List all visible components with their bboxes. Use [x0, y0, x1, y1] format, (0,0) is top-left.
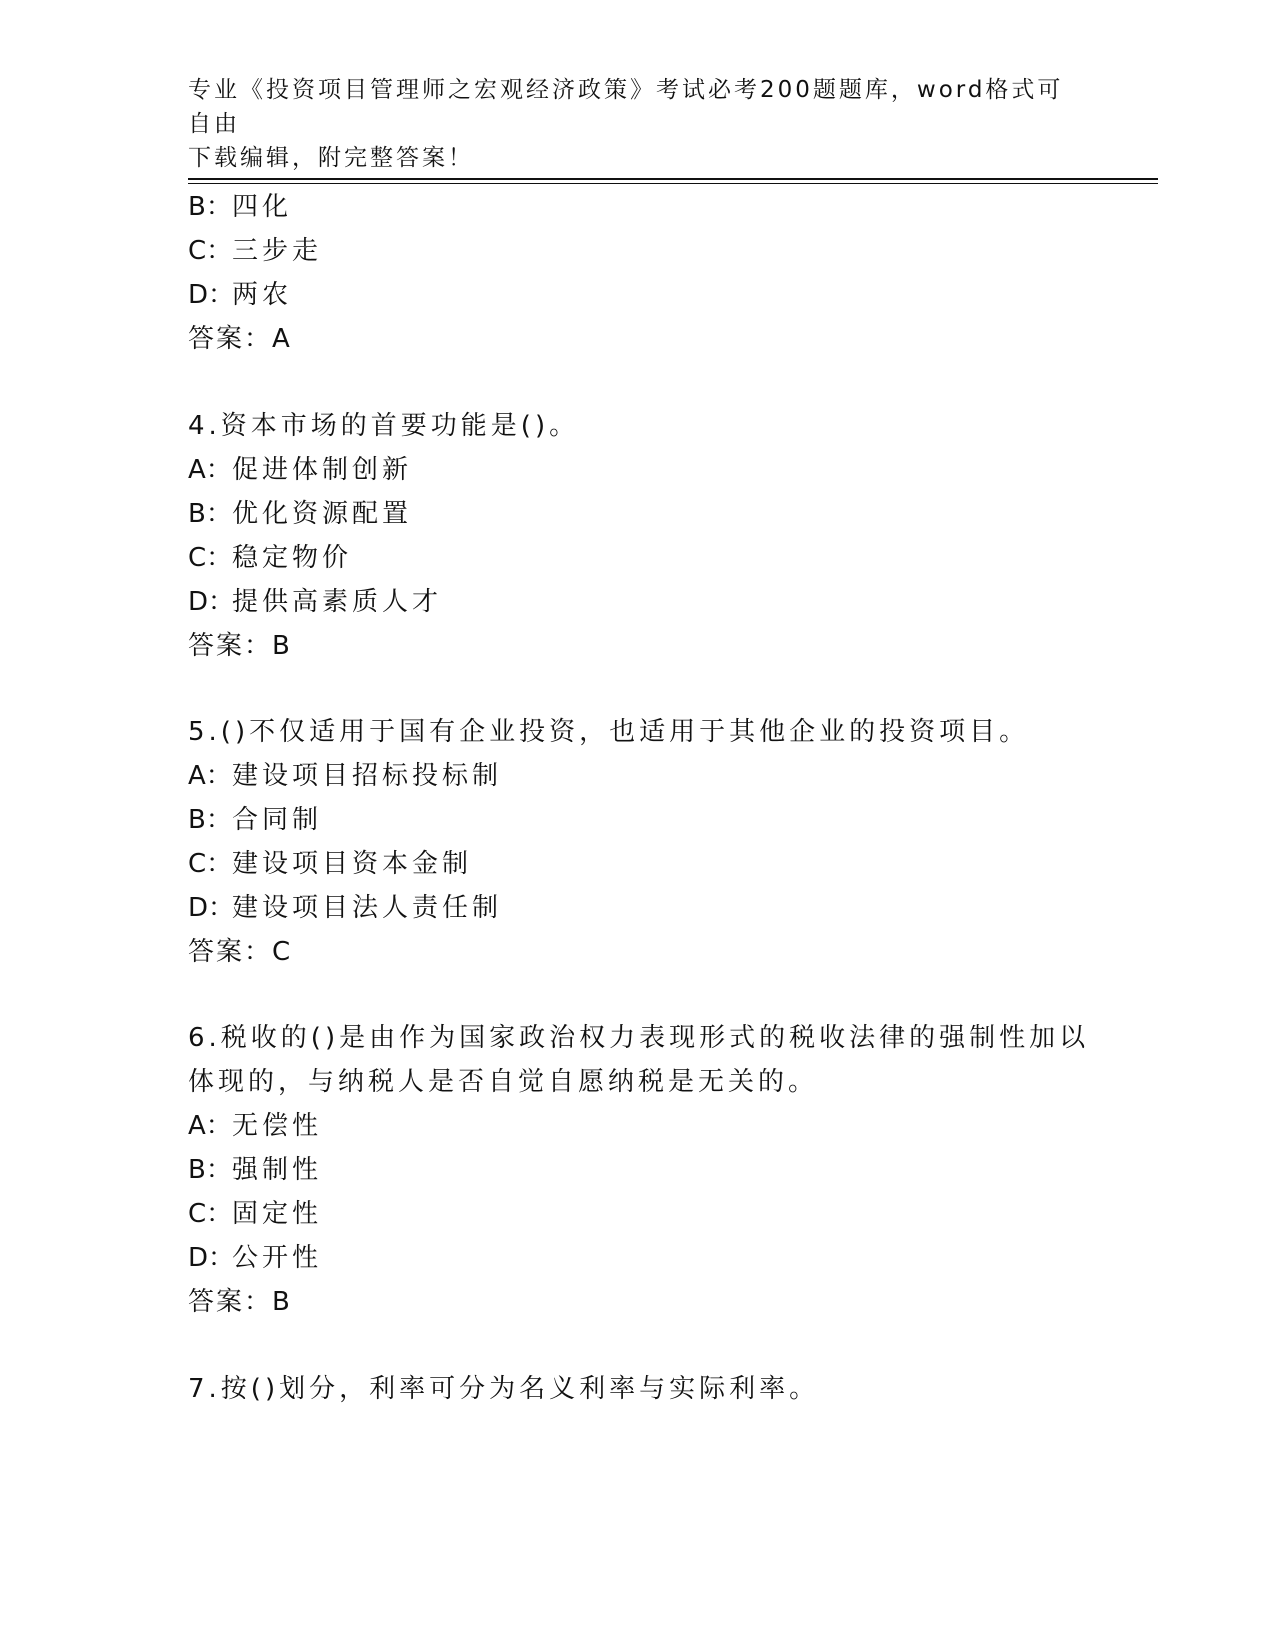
question-stem: 4.资本市场的首要功能是()。 [188, 411, 580, 441]
question-stem: 5.()不仅适用于国有企业投资，也适用于其他企业的投资项目。 [188, 717, 1030, 747]
header-line-2: 下载编辑，附完整答案！ [188, 145, 474, 171]
option-d: D：建设项目法人责任制 [188, 893, 503, 923]
option-a: A：建设项目招标投标制 [188, 761, 503, 791]
option-c: C：固定性 [188, 1199, 323, 1229]
option-c: C：三步走 [188, 236, 323, 266]
option-d: D：提供高素质人才 [188, 587, 443, 617]
option-d: D：公开性 [188, 1243, 323, 1273]
answer: 答案：C [188, 937, 293, 967]
option-d: D：两农 [188, 280, 293, 310]
question-stem: 7.按()划分，利率可分为名义利率与实际利率。 [188, 1374, 820, 1404]
option-b: B：强制性 [188, 1155, 323, 1185]
option-b: B：四化 [188, 192, 293, 222]
answer: 答案：B [188, 1287, 292, 1317]
option-a: A：无偿性 [188, 1111, 323, 1141]
option-a: A：促进体制创新 [188, 455, 413, 485]
header-line-1: 专业《投资项目管理师之宏观经济政策》考试必考200题题库，word格式可自由 [188, 77, 1064, 137]
option-b: B：优化资源配置 [188, 499, 413, 529]
option-c: C：建设项目资本金制 [188, 849, 473, 879]
question-stem: 6.税收的()是由作为国家政治权力表现形式的税收法律的强制性加以 [188, 1023, 1090, 1053]
header-divider-thin [188, 183, 1158, 184]
option-c: C：稳定物价 [188, 543, 353, 573]
document-header [188, 73, 1088, 175]
option-b: B：合同制 [188, 805, 323, 835]
question-stem-continued: 体现的，与纳税人是否自觉自愿纳税是无关的。 [188, 1067, 819, 1097]
header-divider-thick [188, 178, 1158, 180]
answer: 答案：A [188, 324, 292, 354]
answer: 答案：B [188, 631, 292, 661]
